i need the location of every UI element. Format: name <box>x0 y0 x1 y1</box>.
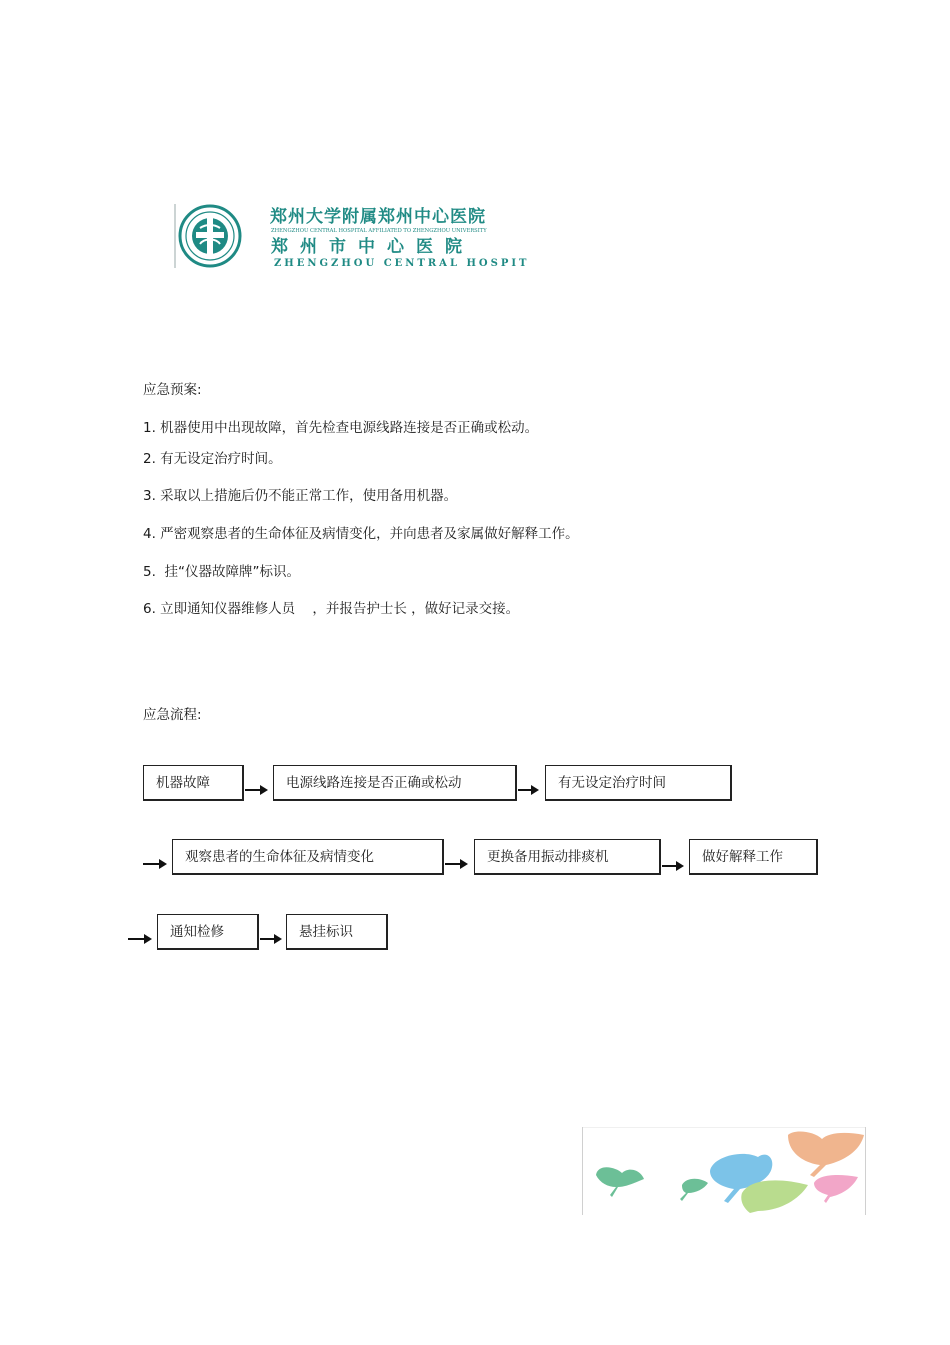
flow-step-check-timer: 有无设定治疗时间 <box>545 765 732 801</box>
flow-heading: 应急流程: <box>143 707 202 723</box>
plan-item-3: 3. 采取以上措施后仍不能正常工作，使用备用机器。 <box>143 488 458 504</box>
flow-arrow <box>445 858 468 870</box>
flow-step-replace-machine: 更换备用振动排痰机 <box>474 839 661 875</box>
logo-name-en: ZHENGZHOU CENTRAL HOSPITAL <box>274 258 528 268</box>
flow-arrow <box>143 858 167 870</box>
plan-heading: 应急预案: <box>143 382 202 398</box>
flow-step-explain: 做好解释工作 <box>689 839 818 875</box>
flow-arrow <box>260 933 282 945</box>
plan-item-5: 5. 挂“仪器故障牌”标识。 <box>143 564 300 580</box>
logo-name-cn: 郑州市中心医院 <box>271 237 474 257</box>
logo-title-en: ZHENGZHOU CENTRAL HOSPITAL AFFILIATED TO ZHENGZHOU UNIVERSITY <box>271 228 487 234</box>
flow-arrow <box>662 860 684 872</box>
plan-item-1: 1. 机器使用中出现故障，首先检查电源线路连接是否正确或松动。 <box>143 420 539 436</box>
flow-arrow <box>128 933 152 945</box>
flow-arrow <box>518 784 539 796</box>
flow-arrow <box>245 784 268 796</box>
logo-title-cn: 郑州大学附属郑州中心医院 <box>270 207 486 227</box>
plan-item-6: 6. 立即通知仪器维修人员 ，并报告护士长 ，做好记录交接。 <box>143 601 520 617</box>
flow-step-observe-patient: 观察患者的生命体征及病情变化 <box>172 839 444 875</box>
plan-item-2: 2. 有无设定治疗时间。 <box>143 451 282 467</box>
flow-step-notify-repair: 通知检修 <box>157 914 259 950</box>
flow-step-hang-sign: 悬挂标识 <box>286 914 388 950</box>
flow-step-check-power: 电源线路连接是否正确或松动 <box>273 765 517 801</box>
ginkgo-leaves-icon <box>582 1127 866 1215</box>
flow-step-machine-fault: 机器故障 <box>143 765 244 801</box>
hospital-logo <box>174 204 528 268</box>
plan-item-4: 4. 严密观察患者的生命体征及病情变化，并向患者及家属做好解释工作。 <box>143 526 579 542</box>
